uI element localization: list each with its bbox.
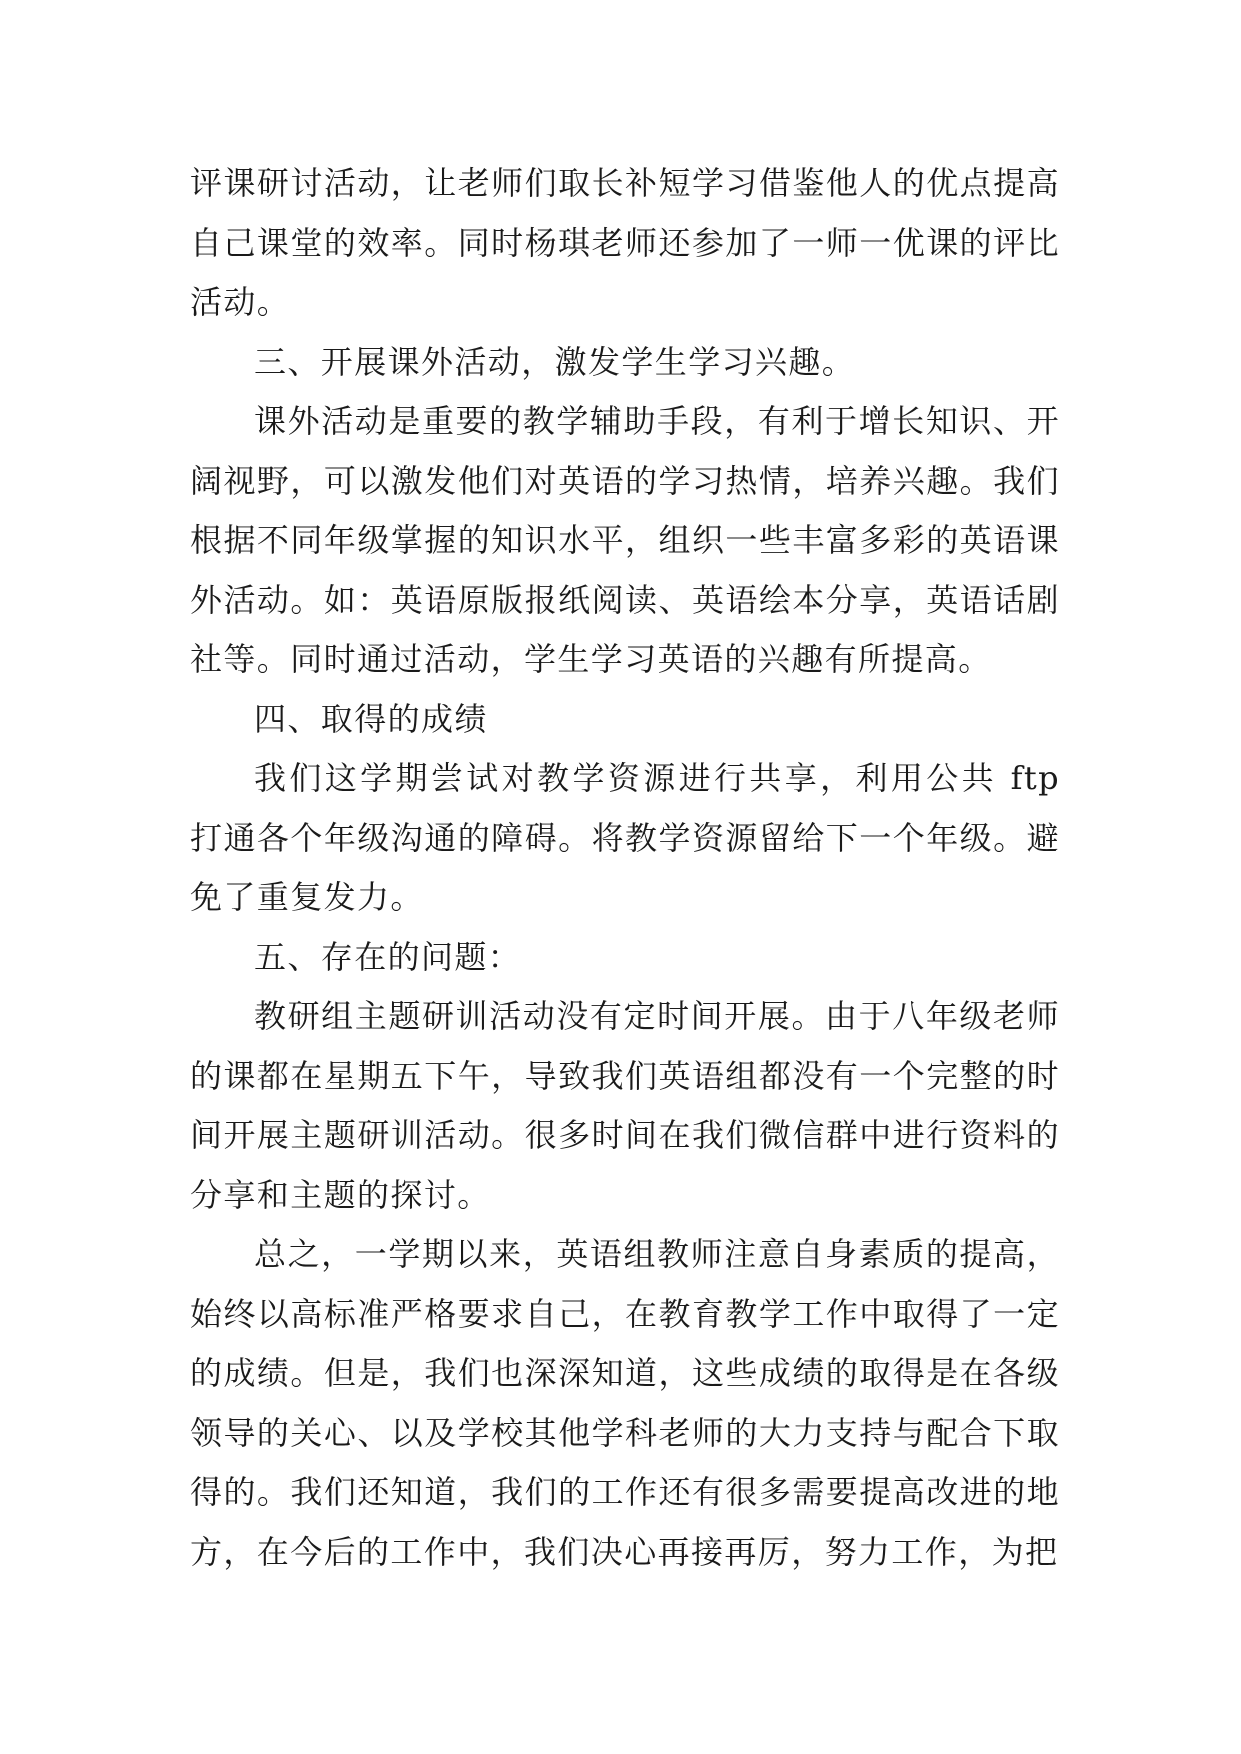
paragraph-summary: 总之，一学期以来，英语组教师注意自身素质的提高，始终以高标准严格要求自己，在教育教学工作中取得了一定的成绩。但是，我们也深深知道，这些成绩的取得是在各级领导的关心、以及学校其他学科老师的大力支持与配合下取得的。我们还知道，我们的工作还有很多需要提高改进的地方，在今后的工作中，我们决心再接再厉，努力工作，为把 — [190, 1235, 1060, 1571]
section-heading-4: 四、取得的成绩 — [254, 699, 488, 738]
paragraph-extracurricular: 课外活动是重要的教学辅助手段，有利于增长知识、开阔视野，可以激发他们对英语的学习热情，培养兴趣。我们根据不同年级掌握的知识水平，组织一些丰富多彩的英语课外活动。如：英语原版报纸阅读、英语绘本分享，英语话剧社等。同时通过活动，学生学习英语的兴趣有所提高。 — [190, 402, 1060, 678]
paragraph-continuation: 评课研讨活动，让老师们取长补短学习借鉴他人的优点提高自己课堂的效率。同时杨琪老师还参加了一师一优课的评比活动。 — [190, 164, 1060, 321]
paragraph-problems: 教研组主题研训活动没有定时间开展。由于八年级老师的课都在星期五下午，导致我们英语组都没有一个完整的时间开展主题研训活动。很多时间在我们微信群中进行资料的分享和主题的探讨。 — [190, 997, 1060, 1214]
paragraph-achievements: 我们这学期尝试对教学资源进行共享，利用公共 ftp 打通各个年级沟通的障碍。将教学资源留给下一个年级。避免了重复发力。 — [190, 759, 1060, 916]
document-body — [190, 154, 1060, 1582]
section-heading-5: 五、存在的问题： — [254, 937, 522, 976]
section-heading-3: 三、开展课外活动，激发学生学习兴趣。 — [254, 342, 856, 381]
